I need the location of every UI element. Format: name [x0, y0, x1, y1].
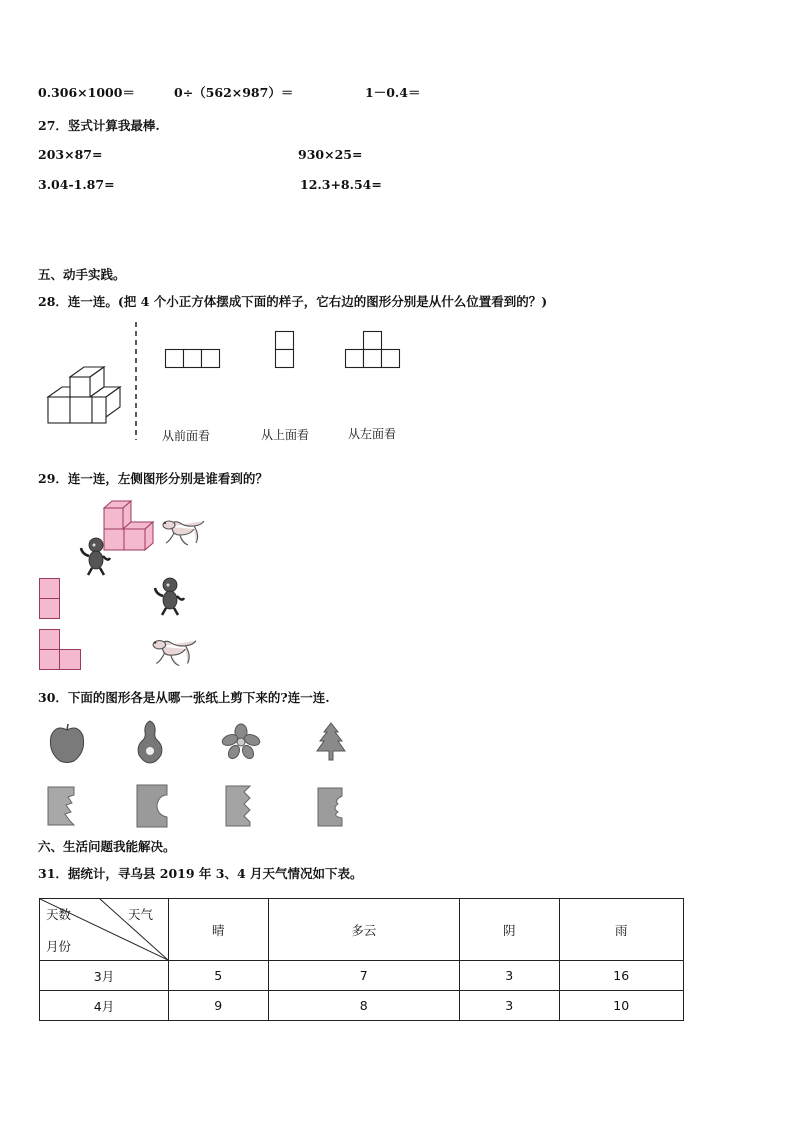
table-cell: 7 — [268, 961, 460, 991]
row-month: 4月 — [40, 991, 169, 1021]
calc-item-1: 0.306×1000＝ — [38, 85, 135, 100]
section-5-heading: 五、动手实践。 — [38, 267, 126, 282]
table-cell: 9 — [169, 991, 269, 1021]
dog-icon — [150, 632, 200, 670]
column-header-sunny: 晴 — [169, 899, 269, 961]
flower-icon — [222, 724, 260, 760]
column-header-rain: 雨 — [559, 899, 683, 961]
section-6-heading: 六、生活问题我能解决。 — [38, 839, 176, 854]
monkey-icon — [152, 576, 188, 616]
row-month: 3月 — [40, 961, 169, 991]
q27-item-3: 3.04-1.87= — [38, 177, 115, 192]
tree-icon — [316, 722, 346, 762]
q27-item-4: 12.3+8.54= — [300, 177, 382, 192]
table-cell: 16 — [559, 961, 683, 991]
column-header-overcast: 阴 — [460, 899, 560, 961]
corner-label-days: 天数 — [46, 907, 72, 922]
cube-stack-figure — [40, 365, 130, 430]
calc-item-2: 0÷（562×987）＝ — [174, 85, 294, 100]
view-shape-2 — [275, 331, 295, 369]
paper-sheet-2 — [135, 783, 171, 829]
column-header-cloudy: 多云 — [268, 899, 460, 961]
weather-table — [39, 898, 684, 1021]
table-cell: 8 — [268, 991, 460, 1021]
q28-title: 28．连一连。(把 4 个小正方体摆成下面的样子，它右边的图形分别是从什么位置看到的？) — [38, 294, 548, 309]
paper-sheet-3 — [224, 784, 254, 828]
view-label-left: 从左面看 — [348, 427, 397, 441]
view-label-front: 从前面看 — [162, 429, 211, 443]
paper-sheet-1 — [46, 785, 80, 827]
monkey-icon — [78, 536, 114, 576]
corner-label-month: 月份 — [46, 939, 72, 954]
view-label-top: 从上面看 — [261, 428, 310, 442]
view-shape-1 — [165, 349, 222, 369]
view-shape-3 — [345, 331, 402, 369]
pink-view-2 — [39, 629, 83, 671]
paper-sheet-4 — [316, 786, 346, 828]
q27-item-1: 203×87= — [38, 147, 103, 162]
table-cell: 5 — [169, 961, 269, 991]
apple-icon — [48, 722, 86, 764]
gourd-icon — [135, 718, 165, 764]
dashed-divider — [133, 322, 139, 440]
table-cell: 3 — [460, 961, 560, 991]
corner-label-weather: 天气 — [128, 907, 154, 922]
table-row — [40, 961, 684, 991]
pink-view-1 — [39, 578, 61, 620]
q27-title: 27．竖式计算我最棒. — [38, 118, 160, 133]
table-cell: 3 — [460, 991, 560, 1021]
dog-icon — [160, 513, 208, 549]
q27-item-2: 930×25= — [298, 147, 363, 162]
table-row — [40, 991, 684, 1021]
table-corner-cell — [40, 899, 169, 961]
calc-item-3: 1－0.4＝ — [365, 85, 421, 100]
q29-title: 29．连一连，左侧图形分别是谁看到的？ — [38, 471, 268, 486]
q30-title: 30．下面的图形各是从哪一张纸上剪下来的?连一连. — [38, 690, 330, 705]
table-cell: 10 — [559, 991, 683, 1021]
q31-title: 31．据统计，寻乌县 2019 年 3、4 月天气情况如下表。 — [38, 866, 363, 881]
